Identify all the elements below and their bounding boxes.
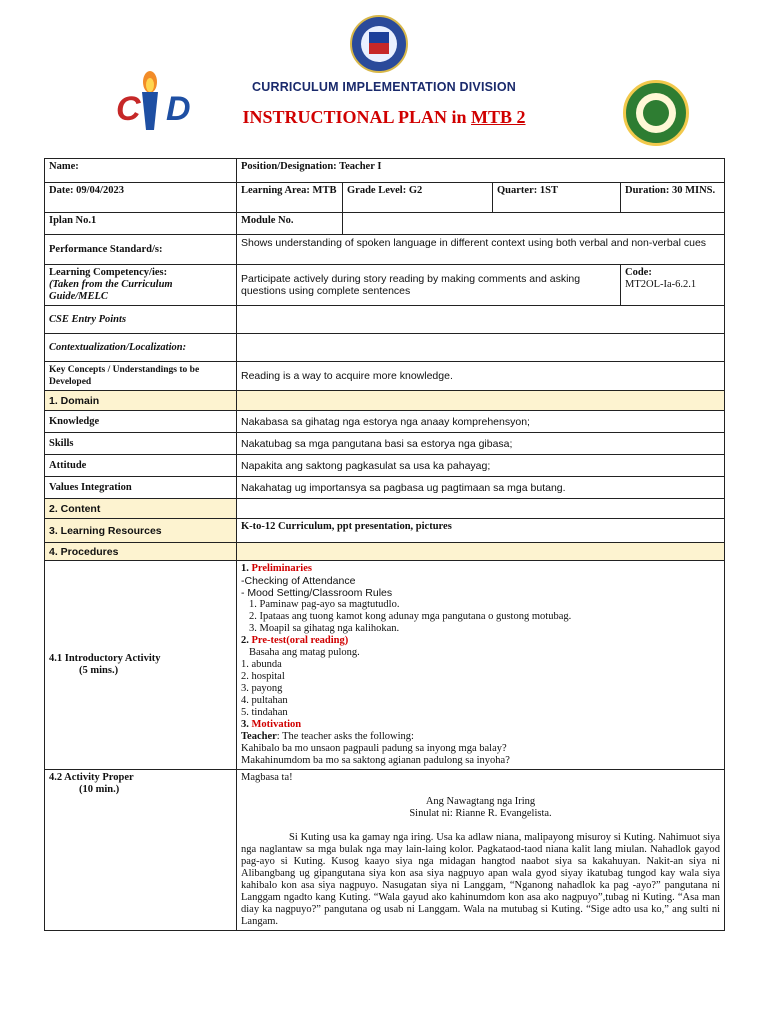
deped-seal-logo <box>350 15 408 73</box>
context-label: Contextualization/Localization: <box>45 334 237 362</box>
competency-label: Learning Competency/ies: <box>49 267 168 278</box>
attitude-row <box>45 455 725 477</box>
key-concepts-row <box>45 362 725 391</box>
content-row <box>45 499 725 519</box>
word-item: 2. hospital <box>241 671 285 682</box>
activity-proper-label-cell <box>45 770 237 931</box>
pretest-heading: 2. Pre-test(oral reading) <box>241 635 349 646</box>
knowledge-value: Nakabasa sa gihatag nga estorya nga anaay komprehensyon; <box>237 411 725 433</box>
module-value <box>343 213 725 235</box>
position-designation: Position/Designation: Teacher I <box>237 159 725 183</box>
introductory-activity-label-cell <box>45 561 237 770</box>
introductory-activity-row <box>45 561 725 770</box>
competency-row <box>45 265 725 306</box>
story-author: Sinulat ni: Rianne R. Evangelista. <box>409 808 552 819</box>
story-text: Si Kuting usa ka gamay nga iring. Usa ka adlaw niana, malipayong misuroy si Kuting. Nahimuot siya nga naglantaw sa mga bulak nga may lain-laing kolor. Pagkataod-taod niana kalit lang miulan. Nahadlok gayod pag-ayo si Kuting. Kusog kaayo siya nga midagan hangtod naabot siya sa kakahuyan. Nakit-an siya ni Alibangbang ug gipangutana siya kon asa siya nagpuyo apan wala gyod siyay ikatubag tungod kay wala siya kahibalo kon asa siya nagpuyo. Nasugatan siya ni Langgam, “Nganong nahadlok ka pag -ayo?” pangutana ni Langgam ngadto kang Kuting. “Wala gayud ako kahinumdom kon asa ako nagpuyo”,tubag ni Kuting. “Asa man diay ka nagpuyo?” pangutana og usab ni Langgam. Wala na mutubag si Kuting. “Sige adto usa ko,” ang sulti ni Langam. <box>241 832 721 927</box>
skills-label: Skills <box>45 433 237 455</box>
context-value <box>237 334 725 362</box>
svg-text:D: D <box>166 90 191 128</box>
competency-label-cell <box>45 265 237 306</box>
date-row <box>45 183 725 213</box>
word-item: 1. abunda <box>241 659 282 670</box>
rule-item: 3. Moapil sa gihatag nga kalihokan. <box>249 623 400 634</box>
attendance-line: -Checking of Attendance <box>241 575 356 587</box>
teacher-line: Teacher: The teacher asks the following: <box>241 731 414 742</box>
cse-value <box>237 306 725 334</box>
attitude-value: Napakita ang saktong pagkasulat sa usa ka pahayag; <box>237 455 725 477</box>
division-title: CURRICULUM IMPLEMENTATION DIVISION <box>252 80 516 94</box>
performance-value: Shows understanding of spoken language in different context using both verbal and non-verbal cues <box>237 235 725 265</box>
module-number: Module No. <box>237 213 343 235</box>
activity-intro: Magbasa ta! <box>241 772 293 783</box>
skills-value: Nakatubag sa mga pangutana basi sa estorya nga gibasa; <box>237 433 725 455</box>
content-label: 2. Content <box>45 499 237 519</box>
word-item: 4. pultahan <box>241 695 288 706</box>
code-label: Code: <box>625 267 652 278</box>
performance-row <box>45 235 725 265</box>
rule-item: 2. Ipataas ang tuong kamot kong adunay mga pangutana o gustong motubag. <box>249 611 572 622</box>
values-label: Values Integration <box>45 477 237 499</box>
mood-setting-line: - Mood Setting/Classroom Rules <box>241 587 393 599</box>
preliminaries-heading: 1. Preliminaries <box>241 563 312 574</box>
quarter: Quarter: 1ST <box>493 183 621 213</box>
cse-row <box>45 306 725 334</box>
introductory-activity-content <box>237 561 725 770</box>
question-item: Makahinumdom ba mo sa saktong agianan padulong sa inyoha? <box>241 755 510 766</box>
word-item: 3. payong <box>241 683 283 694</box>
name-label: Name: <box>45 159 237 183</box>
plan-title: INSTRUCTIONAL PLAN in MTB 2 <box>242 107 526 127</box>
procedures-label: 4. Procedures <box>45 543 237 561</box>
resources-label: 3. Learning Resources <box>45 519 237 543</box>
motivation-heading: 3. Motivation <box>241 719 302 730</box>
domain-label: 1. Domain <box>45 391 237 411</box>
story-title: Ang Nawagtang nga Iring <box>425 796 536 807</box>
rule-item: 1. Paminaw pag-ayo sa magtutudlo. <box>249 599 400 610</box>
resources-value: K-to-12 Curriculum, ppt presentation, pictures <box>237 519 725 543</box>
code-cell <box>621 265 725 306</box>
word-item: 5. tindahan <box>241 707 288 718</box>
introductory-activity-label: 4.1 Introductory Activity <box>49 653 161 664</box>
name-row <box>45 159 725 183</box>
date: Date: 09/04/2023 <box>45 183 237 213</box>
pretest-instruction: Basaha ang matag pulong. <box>249 647 360 658</box>
activity-proper-label: 4.2 Activity Proper <box>49 772 134 783</box>
grade-level: Grade Level: G2 <box>343 183 493 213</box>
activity-proper-row <box>45 770 725 931</box>
skills-row <box>45 433 725 455</box>
svg-text:C: C <box>116 90 141 128</box>
key-concepts-value: Reading is a way to acquire more knowledge. <box>237 362 725 391</box>
iplan-row <box>45 213 725 235</box>
learning-area: Learning Area: MTB <box>237 183 343 213</box>
attitude-label: Attitude <box>45 455 237 477</box>
domain-row <box>45 391 725 411</box>
competency-sub-label: (Taken from the Curriculum Guide/MELC <box>49 279 173 302</box>
knowledge-label: Knowledge <box>45 411 237 433</box>
competency-value: Participate actively during story reading by making comments and asking questions using complete sentences <box>237 265 621 306</box>
knowledge-row <box>45 411 725 433</box>
key-concepts-label: Key Concepts / Understandings to be Developed <box>45 362 237 391</box>
performance-label: Performance Standard/s: <box>45 235 237 265</box>
activity-proper-content <box>237 770 725 931</box>
duration: Duration: 30 MINS. <box>621 183 725 213</box>
introductory-activity-time: (5 mins.) <box>79 665 119 676</box>
iplan-number: Iplan No.1 <box>45 213 237 235</box>
question-item: Kahibalo ba mo unsaon pagpauli padung sa inyong mga balay? <box>241 743 507 754</box>
context-row <box>45 334 725 362</box>
document-header <box>0 0 768 150</box>
code-value: MT2OL-Ia-6.2.1 <box>625 279 697 290</box>
instructional-plan-table <box>44 158 725 931</box>
cse-label: CSE Entry Points <box>45 306 237 334</box>
plan-subject: MTB 2 <box>471 107 526 127</box>
values-value: Nakahatag ug importansya sa pagbasa ug pagtimaan sa mga butang. <box>237 477 725 499</box>
resources-row <box>45 519 725 543</box>
activity-proper-time: (10 min.) <box>79 784 120 795</box>
procedures-row <box>45 543 725 561</box>
values-row <box>45 477 725 499</box>
